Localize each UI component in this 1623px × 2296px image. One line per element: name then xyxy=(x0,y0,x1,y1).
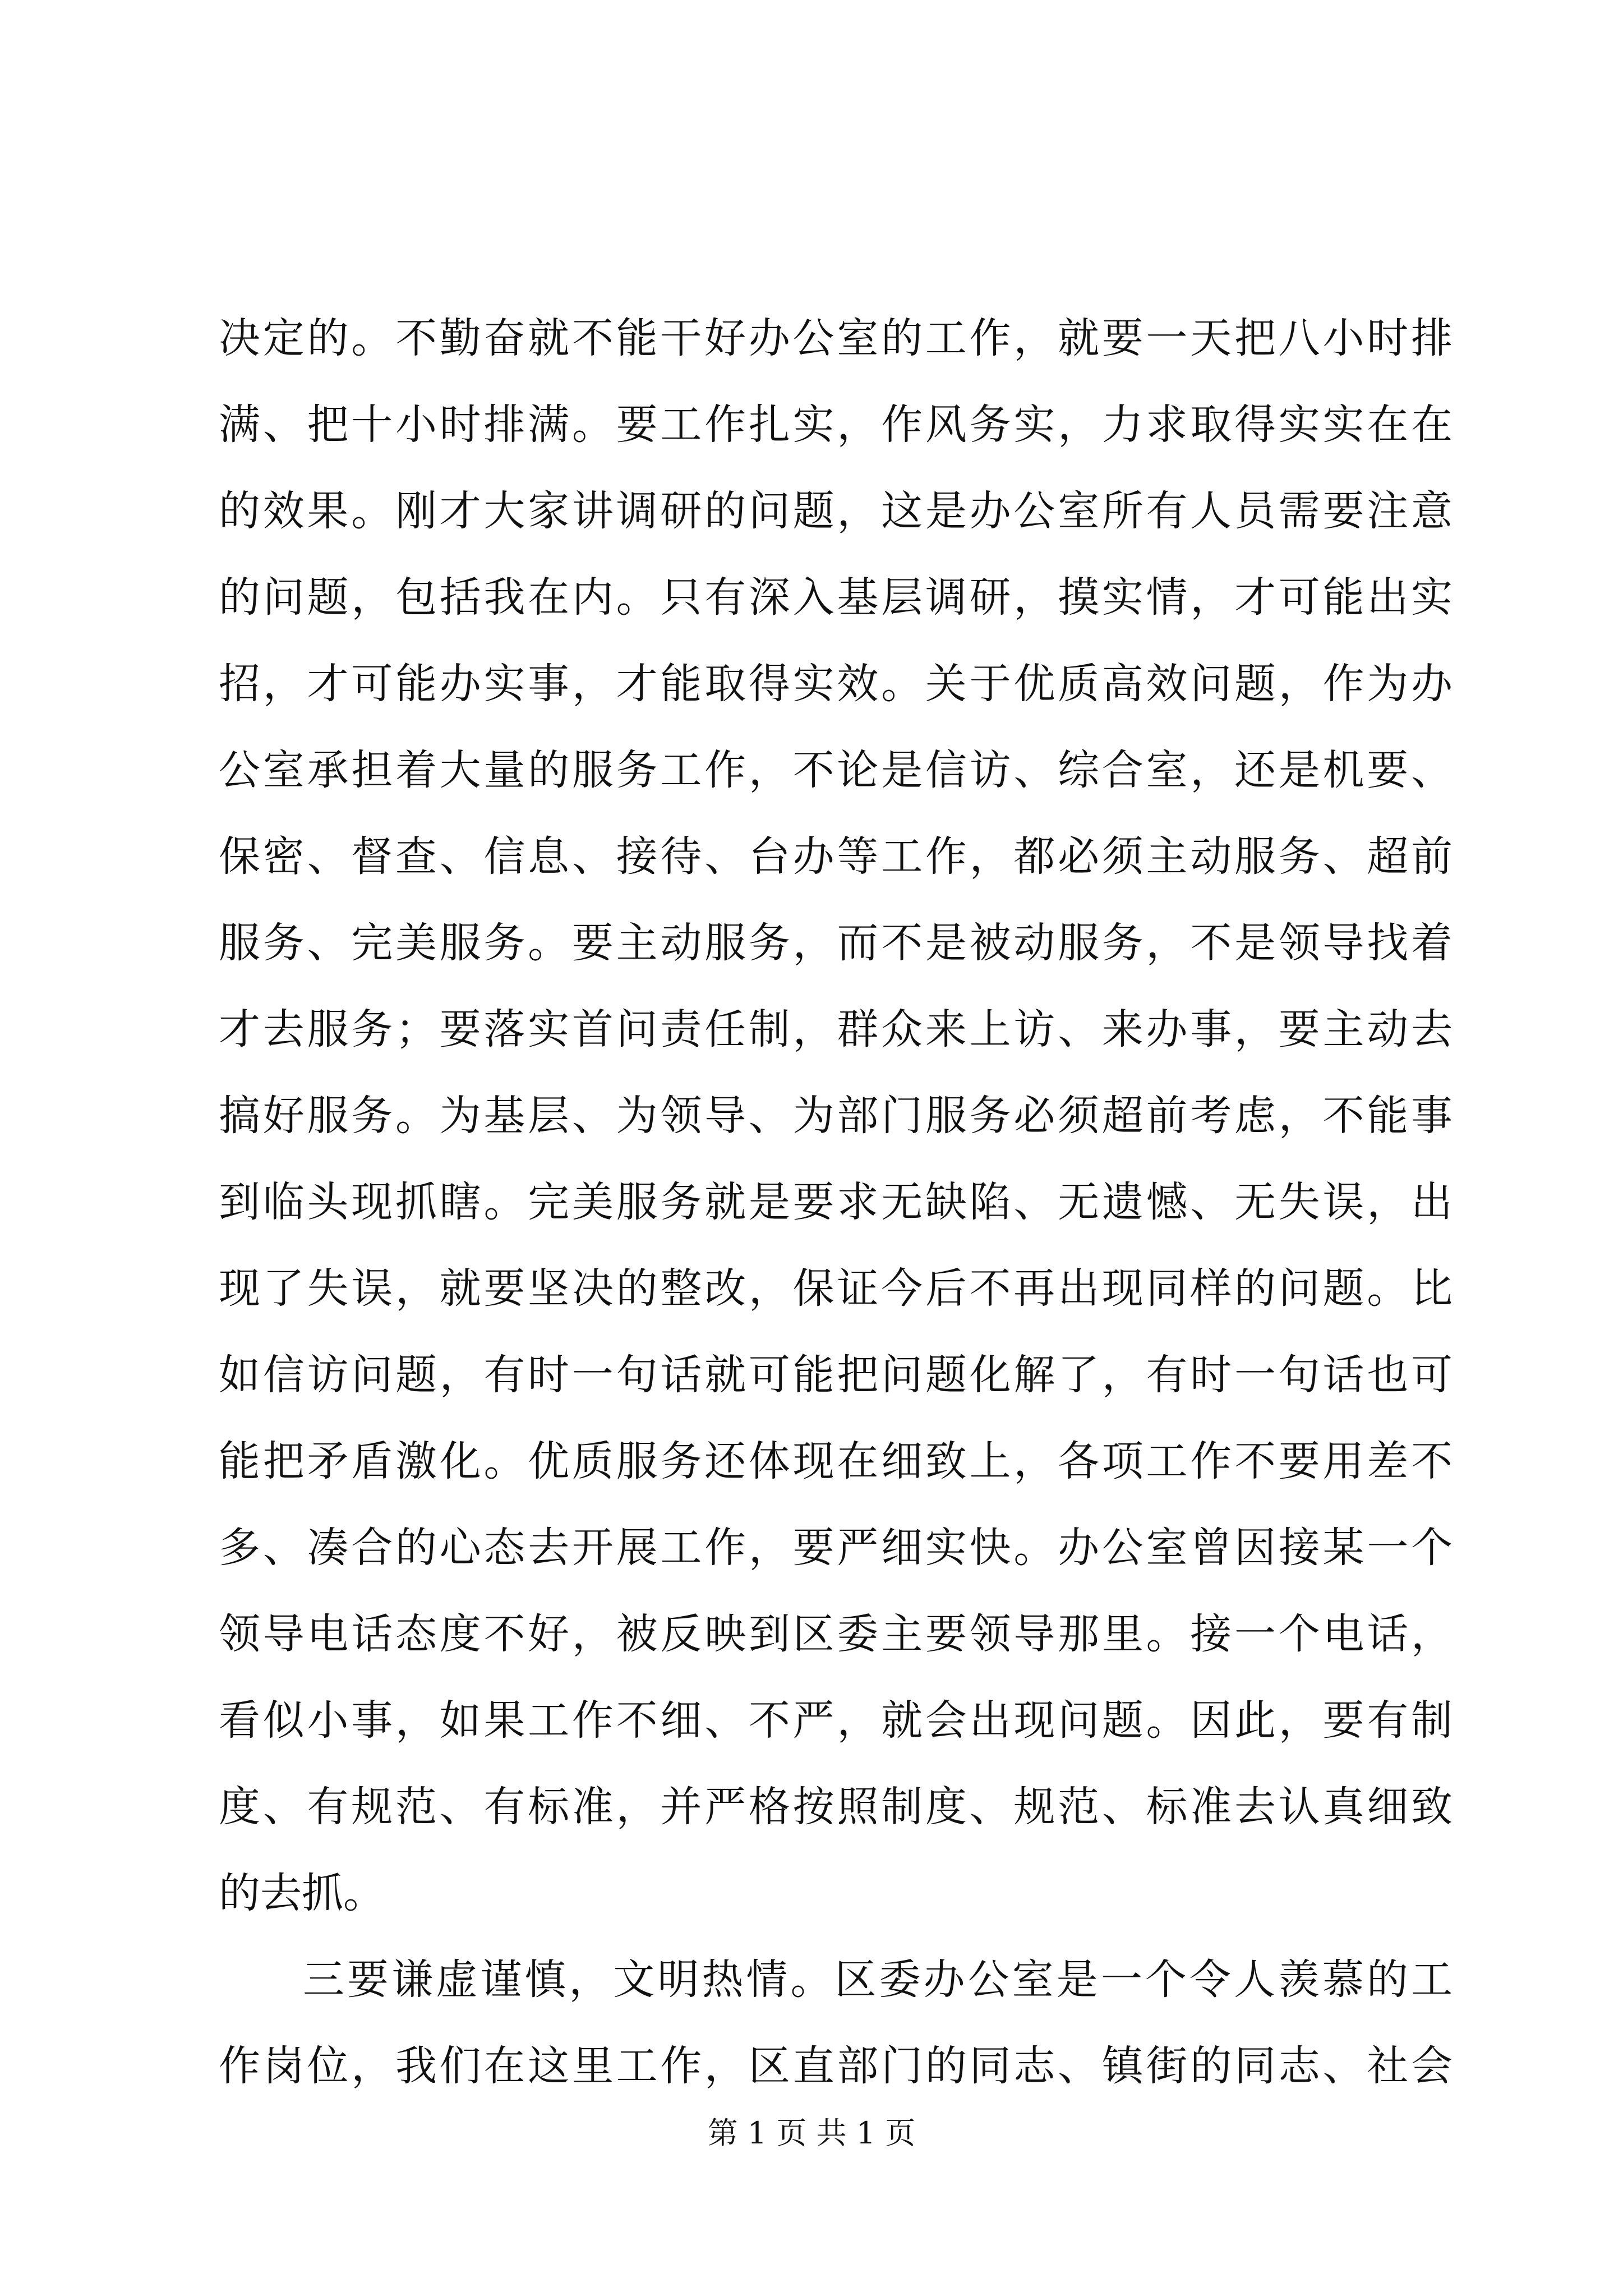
paragraph-end-line: 的去抓。 xyxy=(219,1869,385,1917)
text-line: 的效果。刚才大家讲调研的问题，这是办公室所有人员需要注意 xyxy=(219,487,1453,535)
text-line: 公室承担着大量的服务工作，不论是信访、综合室，还是机要、 xyxy=(219,746,1453,794)
text-line: 决定的。不勤奋就不能干好办公室的工作，就要一天把八小时排 xyxy=(219,314,1453,362)
text-line: 保密、督查、信息、接待、台办等工作，都必须主动服务、超前 xyxy=(219,832,1453,881)
page-number-footer: 第 1 页 共 1 页 xyxy=(707,2115,916,2151)
text-line: 作岗位，我们在这里工作，区直部门的同志、镇街的同志、社会 xyxy=(219,2042,1453,2090)
text-line: 如信访问题，有时一句话就可能把问题化解了，有时一句话也可 xyxy=(219,1351,1453,1399)
text-line: 招，才可能办实事，才能取得实效。关于优质高效问题，作为办 xyxy=(219,660,1453,708)
paragraph-start-line: 三要谦虚谨慎，文明热情。区委办公室是一个令人羡慕的工 xyxy=(303,1955,1453,2004)
text-line: 到临头现抓瞎。完美服务就是要求无缺陷、无遗憾、无失误，出 xyxy=(219,1178,1453,1226)
text-line: 搞好服务。为基层、为领导、为部门服务必须超前考虑，不能事 xyxy=(219,1092,1453,1140)
text-line: 度、有规范、有标准，并严格按照制度、规范、标准去认真细致 xyxy=(219,1783,1453,1831)
text-line: 才去服务；要落实首问责任制，群众来上访、来办事，要主动去 xyxy=(219,1005,1453,1053)
text-line: 的问题，包括我在内。只有深入基层调研，摸实情，才可能出实 xyxy=(219,573,1453,622)
text-line: 现了失误，就要坚决的整改，保证今后不再出现同样的问题。比 xyxy=(219,1264,1453,1313)
document-body xyxy=(219,292,1453,2106)
text-line: 领导电话态度不好，被反映到区委主要领导那里。接一个电话， xyxy=(219,1610,1453,1658)
text-line: 能把矛盾激化。优质服务还体现在细致上，各项工作不要用差不 xyxy=(219,1437,1453,1485)
text-line: 多、凑合的心态去开展工作，要严细实快。办公室曾因接某一个 xyxy=(219,1524,1453,1572)
text-line: 服务、完美服务。要主动服务，而不是被动服务，不是领导找着 xyxy=(219,919,1453,967)
text-line: 满、把十小时排满。要工作扎实，作风务实，力求取得实实在在 xyxy=(219,401,1453,449)
text-line: 看似小事，如果工作不细、不严，就会出现问题。因此，要有制 xyxy=(219,1696,1453,1745)
